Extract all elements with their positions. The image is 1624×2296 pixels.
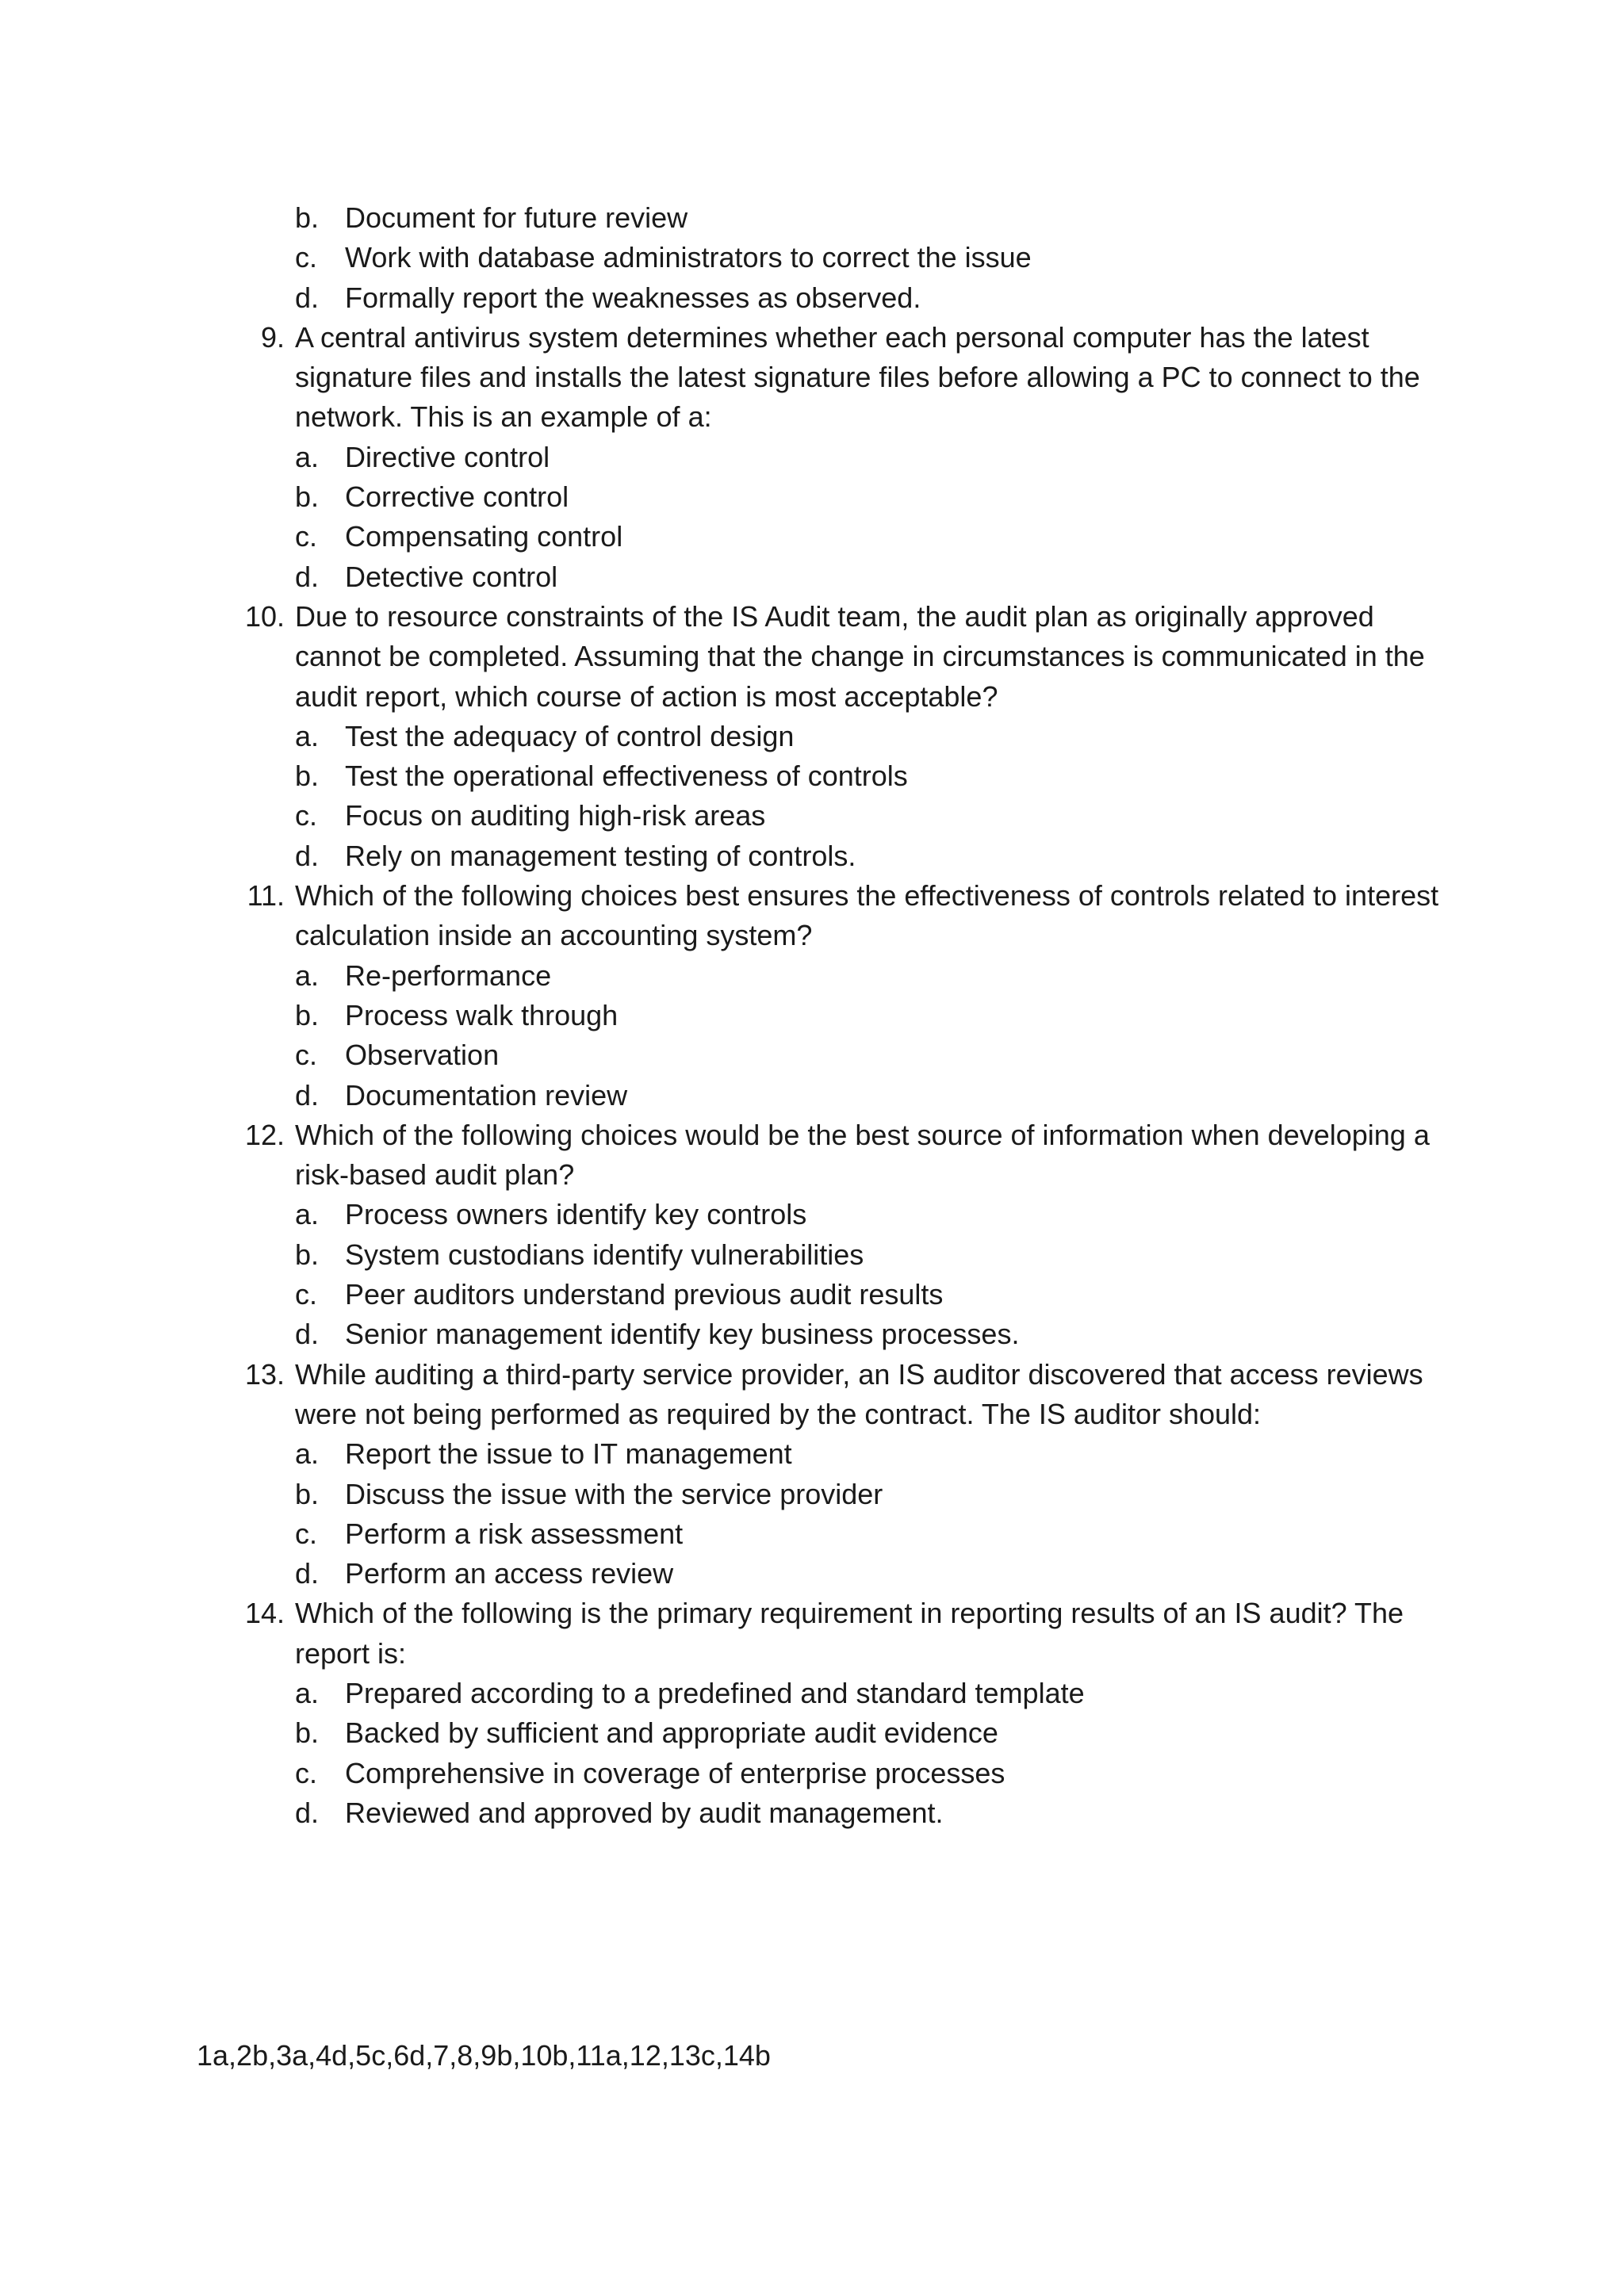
option-letter: a. (295, 1437, 320, 1471)
answer-option (0, 1674, 1624, 1713)
option-letter: c. (295, 241, 318, 274)
option-letter: c. (295, 1278, 318, 1311)
option-letter: c. (295, 799, 318, 832)
option-text: Observation (345, 1039, 500, 1072)
question-text: risk-based audit plan? (295, 1158, 575, 1192)
question-line (0, 318, 1624, 358)
option-text: Documentation review (345, 1078, 628, 1112)
option-text: Process owners identify key controls (345, 1198, 807, 1231)
option-text: Directive control (345, 440, 550, 473)
option-text: Compensating control (345, 520, 623, 553)
option-text: Test the operational effectiveness of controls (345, 760, 908, 793)
option-letter: d. (295, 1078, 320, 1112)
question-line (0, 1395, 1624, 1434)
answer-option (0, 1035, 1624, 1075)
question-number: 10. (244, 599, 285, 633)
question-line (0, 1355, 1624, 1395)
answer-option (0, 1314, 1624, 1354)
answer-key: 1a,2b,3a,4d,5c,6d,7,8,9b,10b,11a,12,13c,14b (197, 2039, 771, 2072)
option-letter: b. (295, 1716, 320, 1750)
answer-option (0, 996, 1624, 1035)
question-line (0, 876, 1624, 916)
option-letter: d. (295, 1796, 320, 1829)
question-text: were not being performed as required by the contract. The IS auditor should: (295, 1397, 1262, 1430)
question-line (0, 1155, 1624, 1195)
option-text: Test the adequacy of control design (345, 719, 795, 752)
option-letter: d. (295, 560, 320, 593)
question-text: calculation inside an accounting system? (295, 919, 813, 952)
option-text: Corrective control (345, 480, 569, 514)
question-text: Which of the following is the primary requirement in reporting results of an IS audit? The (295, 1597, 1404, 1630)
answer-option (0, 717, 1624, 756)
answer-option (0, 1235, 1624, 1275)
question-line (0, 1115, 1624, 1155)
answer-option (0, 1754, 1624, 1793)
question-text: Which of the following choices would be the best source of information when developing a (295, 1118, 1430, 1151)
option-text: Rely on management testing of controls. (345, 839, 856, 872)
option-text: Process walk through (345, 998, 619, 1031)
option-letter: b. (295, 480, 320, 514)
answer-option (0, 756, 1624, 796)
answer-option (0, 1554, 1624, 1594)
option-letter: c. (295, 1039, 318, 1072)
option-text: Perform an access review (345, 1557, 674, 1590)
answer-option (0, 438, 1624, 477)
option-text: Document for future review (345, 201, 688, 234)
question-line (0, 1594, 1624, 1633)
option-letter: a. (295, 440, 320, 473)
option-letter: a. (295, 1198, 320, 1231)
answer-option (0, 477, 1624, 517)
option-letter: a. (295, 959, 320, 992)
option-letter: b. (295, 1238, 320, 1271)
question-item (0, 597, 1624, 876)
answer-option (0, 238, 1624, 277)
option-text: Focus on auditing high-risk areas (345, 799, 766, 832)
answer-option (0, 1434, 1624, 1474)
option-text: Work with database administrators to correct the issue (345, 241, 1032, 274)
question-line (0, 597, 1624, 637)
option-text: Comprehensive in coverage of enterprise processes (345, 1756, 1005, 1789)
option-letter: d. (295, 1557, 320, 1590)
option-letter: b. (295, 1477, 320, 1510)
answer-option (0, 796, 1624, 836)
question-text: Due to resource constraints of the IS Audit team, the audit plan as originally approved (295, 599, 1374, 633)
question-line (0, 637, 1624, 676)
question-text: report is: (295, 1636, 407, 1670)
option-letter: c. (295, 520, 318, 553)
option-text: Reviewed and approved by audit management. (345, 1796, 944, 1829)
option-text: Senior management identify key business processes. (345, 1318, 1020, 1351)
option-text: Prepared according to a predefined and standard template (345, 1676, 1085, 1709)
question-text: A central antivirus system determines whether each personal computer has the latest (295, 320, 1369, 354)
question-number: 9. (260, 320, 285, 354)
question-item (0, 1594, 1624, 1833)
option-text: Discuss the issue with the service provider (345, 1477, 883, 1510)
question-line (0, 397, 1624, 437)
question-line (0, 916, 1624, 955)
option-letter: b. (295, 998, 320, 1031)
answer-option (0, 198, 1624, 238)
answer-option (0, 1195, 1624, 1234)
question-number: 12. (244, 1118, 285, 1151)
question-text: While auditing a third-party service provider, an IS auditor discovered that access reviews (295, 1357, 1423, 1391)
question-number: 13. (244, 1357, 285, 1391)
answer-option (0, 956, 1624, 996)
question-item (0, 1355, 1624, 1594)
answer-option (0, 1076, 1624, 1115)
answer-option (0, 836, 1624, 876)
option-text: Detective control (345, 560, 558, 593)
option-text: Perform a risk assessment (345, 1517, 684, 1550)
option-text: Peer auditors understand previous audit results (345, 1278, 944, 1311)
option-text: Report the issue to IT management (345, 1437, 792, 1471)
option-letter: d. (295, 281, 320, 314)
answer-option (0, 1793, 1624, 1833)
question-list (0, 198, 1624, 1833)
option-text: Backed by sufficient and appropriate audit evidence (345, 1716, 998, 1750)
option-text: Formally report the weaknesses as observed. (345, 281, 921, 314)
option-text: Re-performance (345, 959, 552, 992)
option-letter: c. (295, 1756, 318, 1789)
answer-option (0, 517, 1624, 557)
question-item (0, 318, 1624, 597)
option-letter: d. (295, 839, 320, 872)
question-number: 11. (247, 879, 285, 913)
question-text: audit report, which course of action is most acceptable? (295, 679, 998, 713)
question-line (0, 358, 1624, 397)
answer-option (0, 1514, 1624, 1554)
answer-option (0, 1475, 1624, 1514)
answer-option (0, 1275, 1624, 1314)
question-text: cannot be completed. Assuming that the change in circumstances is communicated in the (295, 640, 1425, 673)
option-letter: c. (295, 1517, 318, 1550)
option-letter: d. (295, 1318, 320, 1351)
answer-option (0, 278, 1624, 318)
question-text: Which of the following choices best ensures the effectiveness of controls related to interest (295, 879, 1439, 913)
option-letter: a. (295, 1676, 320, 1709)
option-letter: a. (295, 719, 320, 752)
answer-option (0, 557, 1624, 597)
question-item (0, 1115, 1624, 1355)
question-text: signature files and installs the latest signature files before allowing a PC to connect to the (295, 361, 1420, 394)
answer-option (0, 1713, 1624, 1753)
option-letter: b. (295, 201, 320, 234)
option-letter: b. (295, 760, 320, 793)
question-number: 14. (244, 1597, 285, 1630)
option-text: System custodians identify vulnerabilities (345, 1238, 864, 1271)
question-item (0, 876, 1624, 1115)
question-line (0, 1634, 1624, 1674)
question-line (0, 677, 1624, 717)
question-text: network. This is an example of a: (295, 400, 712, 434)
